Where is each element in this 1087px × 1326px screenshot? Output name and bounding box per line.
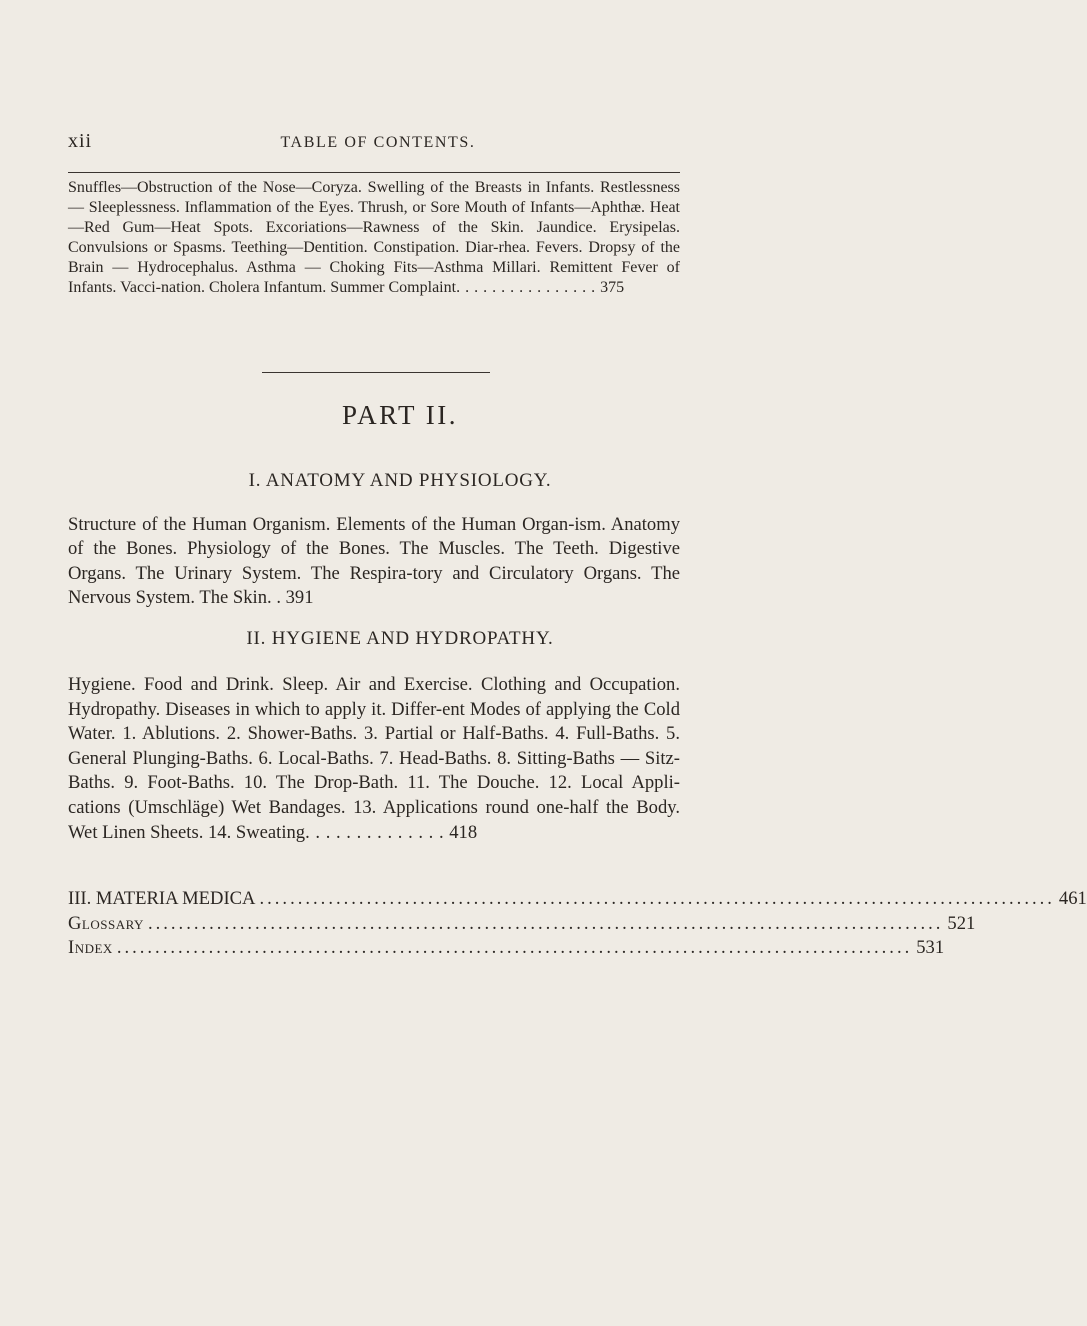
- toc-line-index: [68, 937, 945, 961]
- dot-leader: . . . . . . . . . . . . . .: [305, 821, 450, 843]
- running-head-title: TABLE OF CONTENTS.: [280, 134, 476, 151]
- infants-entry-text: Snuffles—Obstruction of the Nose—Coryza. Swelling of the Breasts in Infants. Restlessness — Sleeplessness. Inflammation of the Eyes. Thrush, or Sore Mouth of Infants—Aphthæ. Heat—Red Gum—Heat Spots. Excoriations—Rawness of the Skin. Jaundice. Erysipelas. Convulsions or Spasms. Teething—Dentition. Constipation. Diar-rhea. Fevers. Dropsy of the Brain — Hydrocephalus. Asthma — Choking Fits—Asthma Millari. Remittent Fever of Infants. Vacci-nation. Cholera Infantum. Summer Complaint: [68, 179, 680, 296]
- anatomy-heading: I. ANATOMY AND PHYSIOLOGY.: [248, 470, 552, 491]
- dot-leader: . . . . . . . . . . . . . . . .: [456, 279, 601, 296]
- anatomy-entry-text: Structure of the Human Organism. Elements of the Human Organ-ism. Anatomy of the Bones. Physiology of the Bones. The Muscles. The Teeth. Digestive Organs. The Urinary System. The Respira-tory and Circulatory Organs. The Nervous System. The Skin. .: [68, 514, 680, 608]
- running-head: [68, 126, 688, 156]
- toc-line-label: Glossary: [68, 913, 144, 934]
- dot-leader: ........................................................................................................: [147, 913, 944, 934]
- toc-line-label: Index: [68, 937, 113, 958]
- toc-line-page: 531: [916, 937, 945, 958]
- infants-entry-page: 375: [600, 279, 625, 296]
- anatomy-entry-page: 391: [285, 586, 314, 608]
- hygiene-toc-entry: [68, 673, 680, 845]
- section-divider-rule: [262, 372, 490, 373]
- hygiene-entry-text: Hygiene. Food and Drink. Sleep. Air and Exercise. Clothing and Occupation. Hydropathy. Diseases in which to apply it. Differ-ent Modes of applying the Cold Water. 1. Ablutions. 2. Shower-Baths. 3. Partial or Half-Baths. 4. Full-Baths. 5. General Plunging-Baths. 6. Local-Baths. 7. Head-Baths. 8. Sitting-Baths — Sitz-Baths. 9. Foot-Baths. 10. The Drop-Bath. 11. The Douche. 12. Local Appli-cations (Umschläge) Wet Bandages. 13. Applications round one-half the Body. Wet Linen Sheets. 14. Sweating: [68, 674, 680, 843]
- header-rule: [68, 172, 680, 173]
- dot-leader: ........................................................................................................: [259, 888, 1055, 909]
- page-folio: xii: [68, 130, 93, 152]
- toc-line-page: 461: [1058, 888, 1087, 909]
- hygiene-entry-page: 418: [449, 821, 478, 843]
- toc-line-materia-medica: [68, 888, 1087, 912]
- toc-line-glossary: [68, 913, 976, 937]
- anatomy-toc-entry: [68, 513, 680, 610]
- toc-line-page: 521: [947, 913, 976, 934]
- infants-toc-entry: [68, 178, 680, 298]
- dot-leader: ........................................................................................................: [116, 937, 913, 958]
- part-heading: PART II.: [342, 400, 458, 430]
- toc-line-label: III. MATERIA MEDICA: [68, 888, 256, 909]
- hygiene-heading: II. HYGIENE AND HYDROPATHY.: [246, 628, 554, 649]
